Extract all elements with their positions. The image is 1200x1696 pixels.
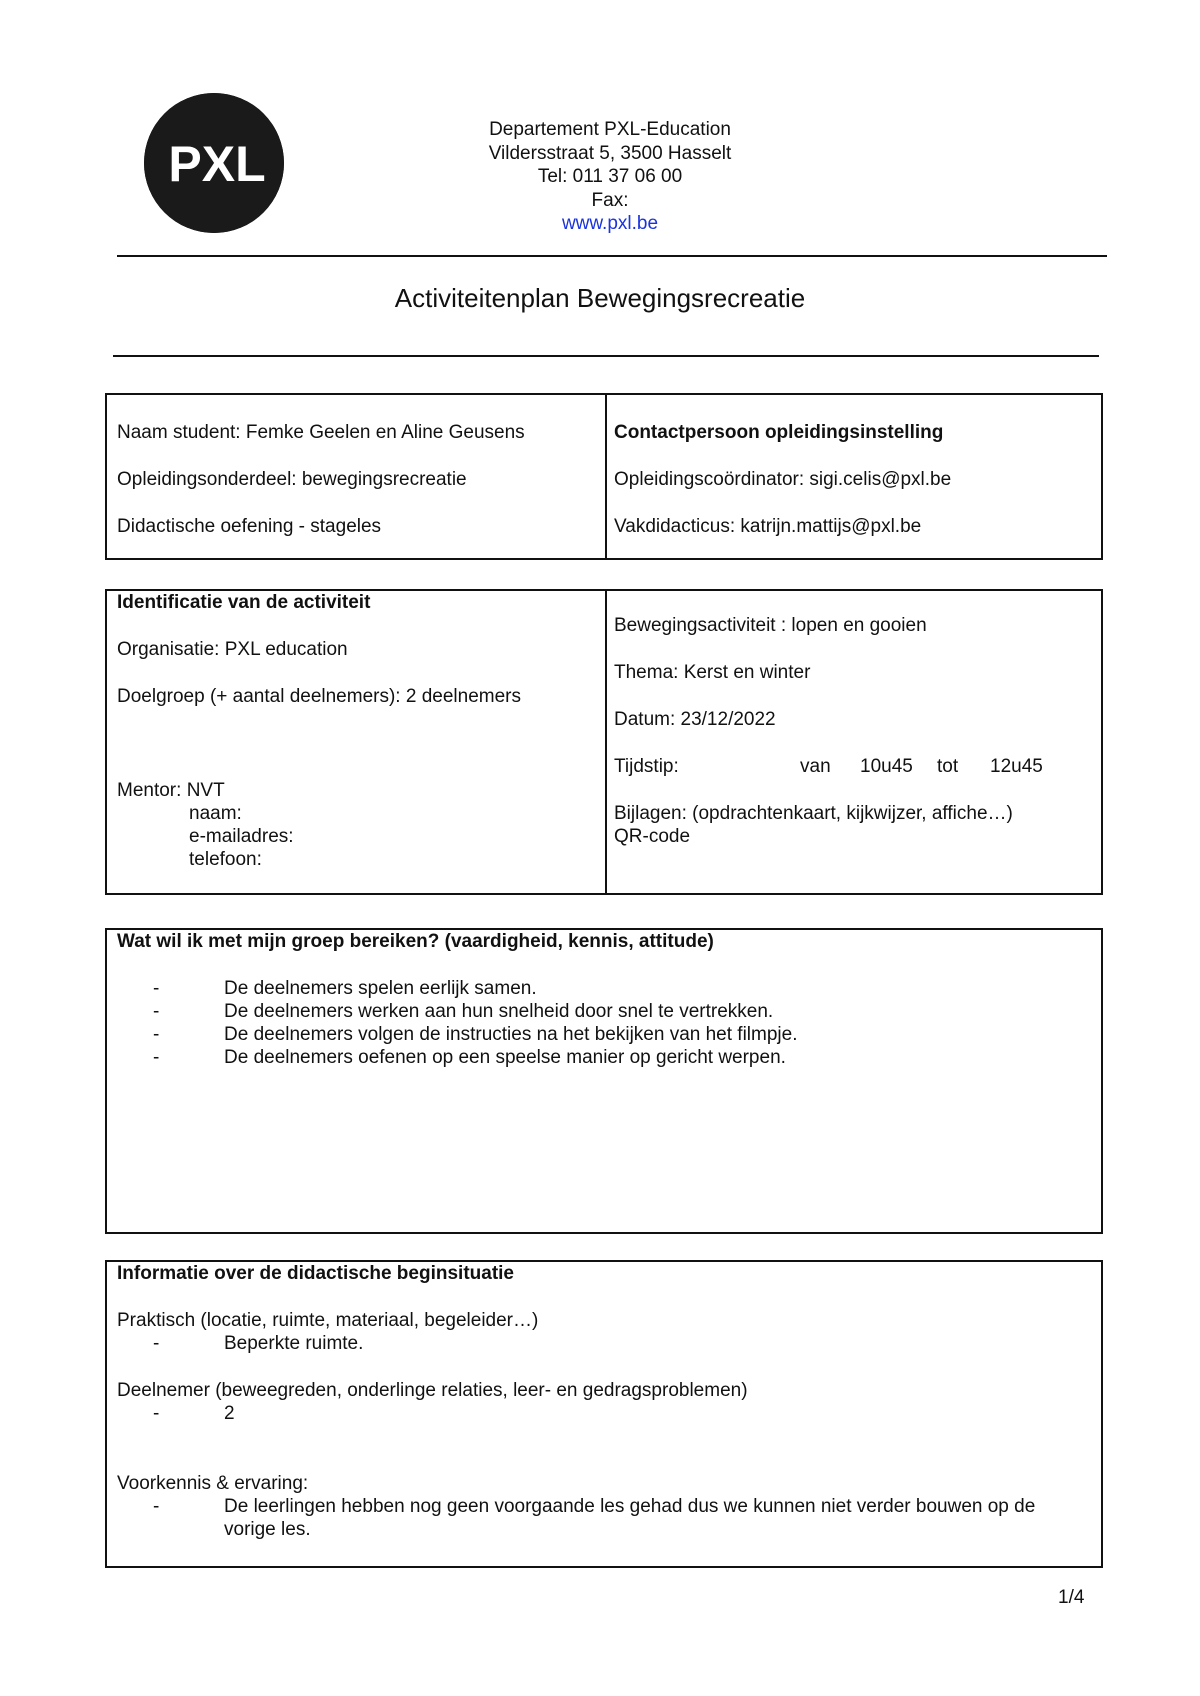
goals-heading: Wat wil ik met mijn groep bereiken? (vaardigheid, kennis, attitude) (117, 931, 714, 952)
bullet-dash: - (153, 1333, 160, 1354)
bullet-dash: - (153, 978, 160, 999)
organisation: Organisatie: PXL education (117, 639, 348, 660)
goal-text: De deelnemers volgen de instructies na het bekijken van het filmpje. (224, 1024, 798, 1045)
mentor-phone: telefoon: (189, 849, 262, 870)
identification-heading: Identificatie van de activiteit (117, 592, 371, 613)
starting-situation-box (105, 1260, 1103, 1568)
participant-label: Deelnemer (beweegreden, onderlinge relaties, leer- en gedragsproblemen) (117, 1380, 748, 1401)
fax: Fax: (591, 189, 629, 211)
identification-right (605, 591, 1101, 893)
student-name: Naam student: Femke Geelen en Aline Geusens (117, 422, 525, 443)
identification-left (107, 591, 605, 893)
student-info-left (107, 395, 605, 558)
goal-text: De deelnemers spelen eerlijk samen. (224, 978, 537, 999)
mentor-name: naam: (189, 803, 242, 824)
pxl-logo (144, 93, 284, 233)
bullet-dash: - (153, 1001, 160, 1022)
contact-heading: Contactpersoon opleidingsinstelling (614, 422, 944, 443)
contact-info-right (605, 395, 1101, 558)
website-link[interactable]: www.pxl.be (561, 213, 659, 234)
mentor-email: e-mailadres: (189, 826, 294, 847)
time-van: van (800, 756, 831, 777)
attachments: Bijlagen: (opdrachtenkaart, kijkwijzer, affiche…) (614, 803, 1013, 824)
mentor: Mentor: NVT (117, 780, 225, 801)
bullet-dash: - (153, 1047, 160, 1068)
activity-identification-box (105, 589, 1103, 895)
exercise-type: Didactische oefening - stageles (117, 516, 382, 537)
prior-knowledge-text: De leerlingen hebben nog geen voorgaande les gehad dus we kunnen niet verder bouwen op de (224, 1496, 1036, 1517)
theme: Thema: Kerst en winter (614, 662, 811, 683)
title-divider (113, 355, 1099, 357)
target-group: Doelgroep (+ aantal deelnemers): 2 deelnemers (117, 686, 521, 707)
pxl-logo-mark (144, 93, 284, 233)
time-from: 10u45 (860, 756, 913, 777)
course-unit: Opleidingsonderdeel: bewegingsrecreatie (117, 469, 467, 490)
time-label: Tijdstip: (614, 756, 679, 777)
goal-text: De deelnemers oefenen op een speelse manier op gericht werpen. (224, 1047, 786, 1068)
goal-text: De deelnemers werken aan hun snelheid door snel te vertrekken. (224, 1001, 774, 1022)
bullet-dash: - (153, 1024, 160, 1045)
qr-code: QR-code (614, 826, 691, 847)
practical-text: Beperkte ruimte. (224, 1333, 364, 1354)
telephone: Tel: 011 37 06 00 (537, 166, 683, 187)
bullet-dash: - (153, 1403, 160, 1424)
organization-header (420, 118, 800, 236)
goals-box (105, 928, 1103, 1234)
starting-situation-heading: Informatie over de didactische beginsituatie (117, 1263, 514, 1284)
prior-knowledge-label: Voorkennis & ervaring: (117, 1473, 309, 1494)
time-tot: tot (937, 756, 959, 777)
time-to: 12u45 (990, 756, 1043, 777)
header-divider (117, 255, 1107, 257)
movement-activity: Bewegingsactiviteit : lopen en gooien (614, 615, 927, 636)
student-info-box (105, 393, 1103, 560)
page-title: Activiteitenplan Bewegingsrecreatie (394, 283, 806, 313)
page-number: 1/4 (1058, 1587, 1085, 1608)
coordinator-email: Opleidingscoördinator: sigi.celis@pxl.be (614, 469, 952, 490)
participant-text: 2 (224, 1403, 235, 1424)
prior-knowledge-text-continued: vorige les. (224, 1519, 311, 1540)
didactician-email: Vakdidacticus: katrijn.mattijs@pxl.be (614, 516, 922, 537)
practical-label: Praktisch (locatie, ruimte, materiaal, begeleider…) (117, 1310, 539, 1331)
bullet-dash: - (153, 1496, 160, 1517)
logo-text: PXL (168, 136, 266, 192)
address: Vildersstraat 5, 3500 Hasselt (488, 142, 732, 164)
date: Datum: 23/12/2022 (614, 709, 776, 730)
department-name: Departement PXL-Education (489, 119, 731, 140)
